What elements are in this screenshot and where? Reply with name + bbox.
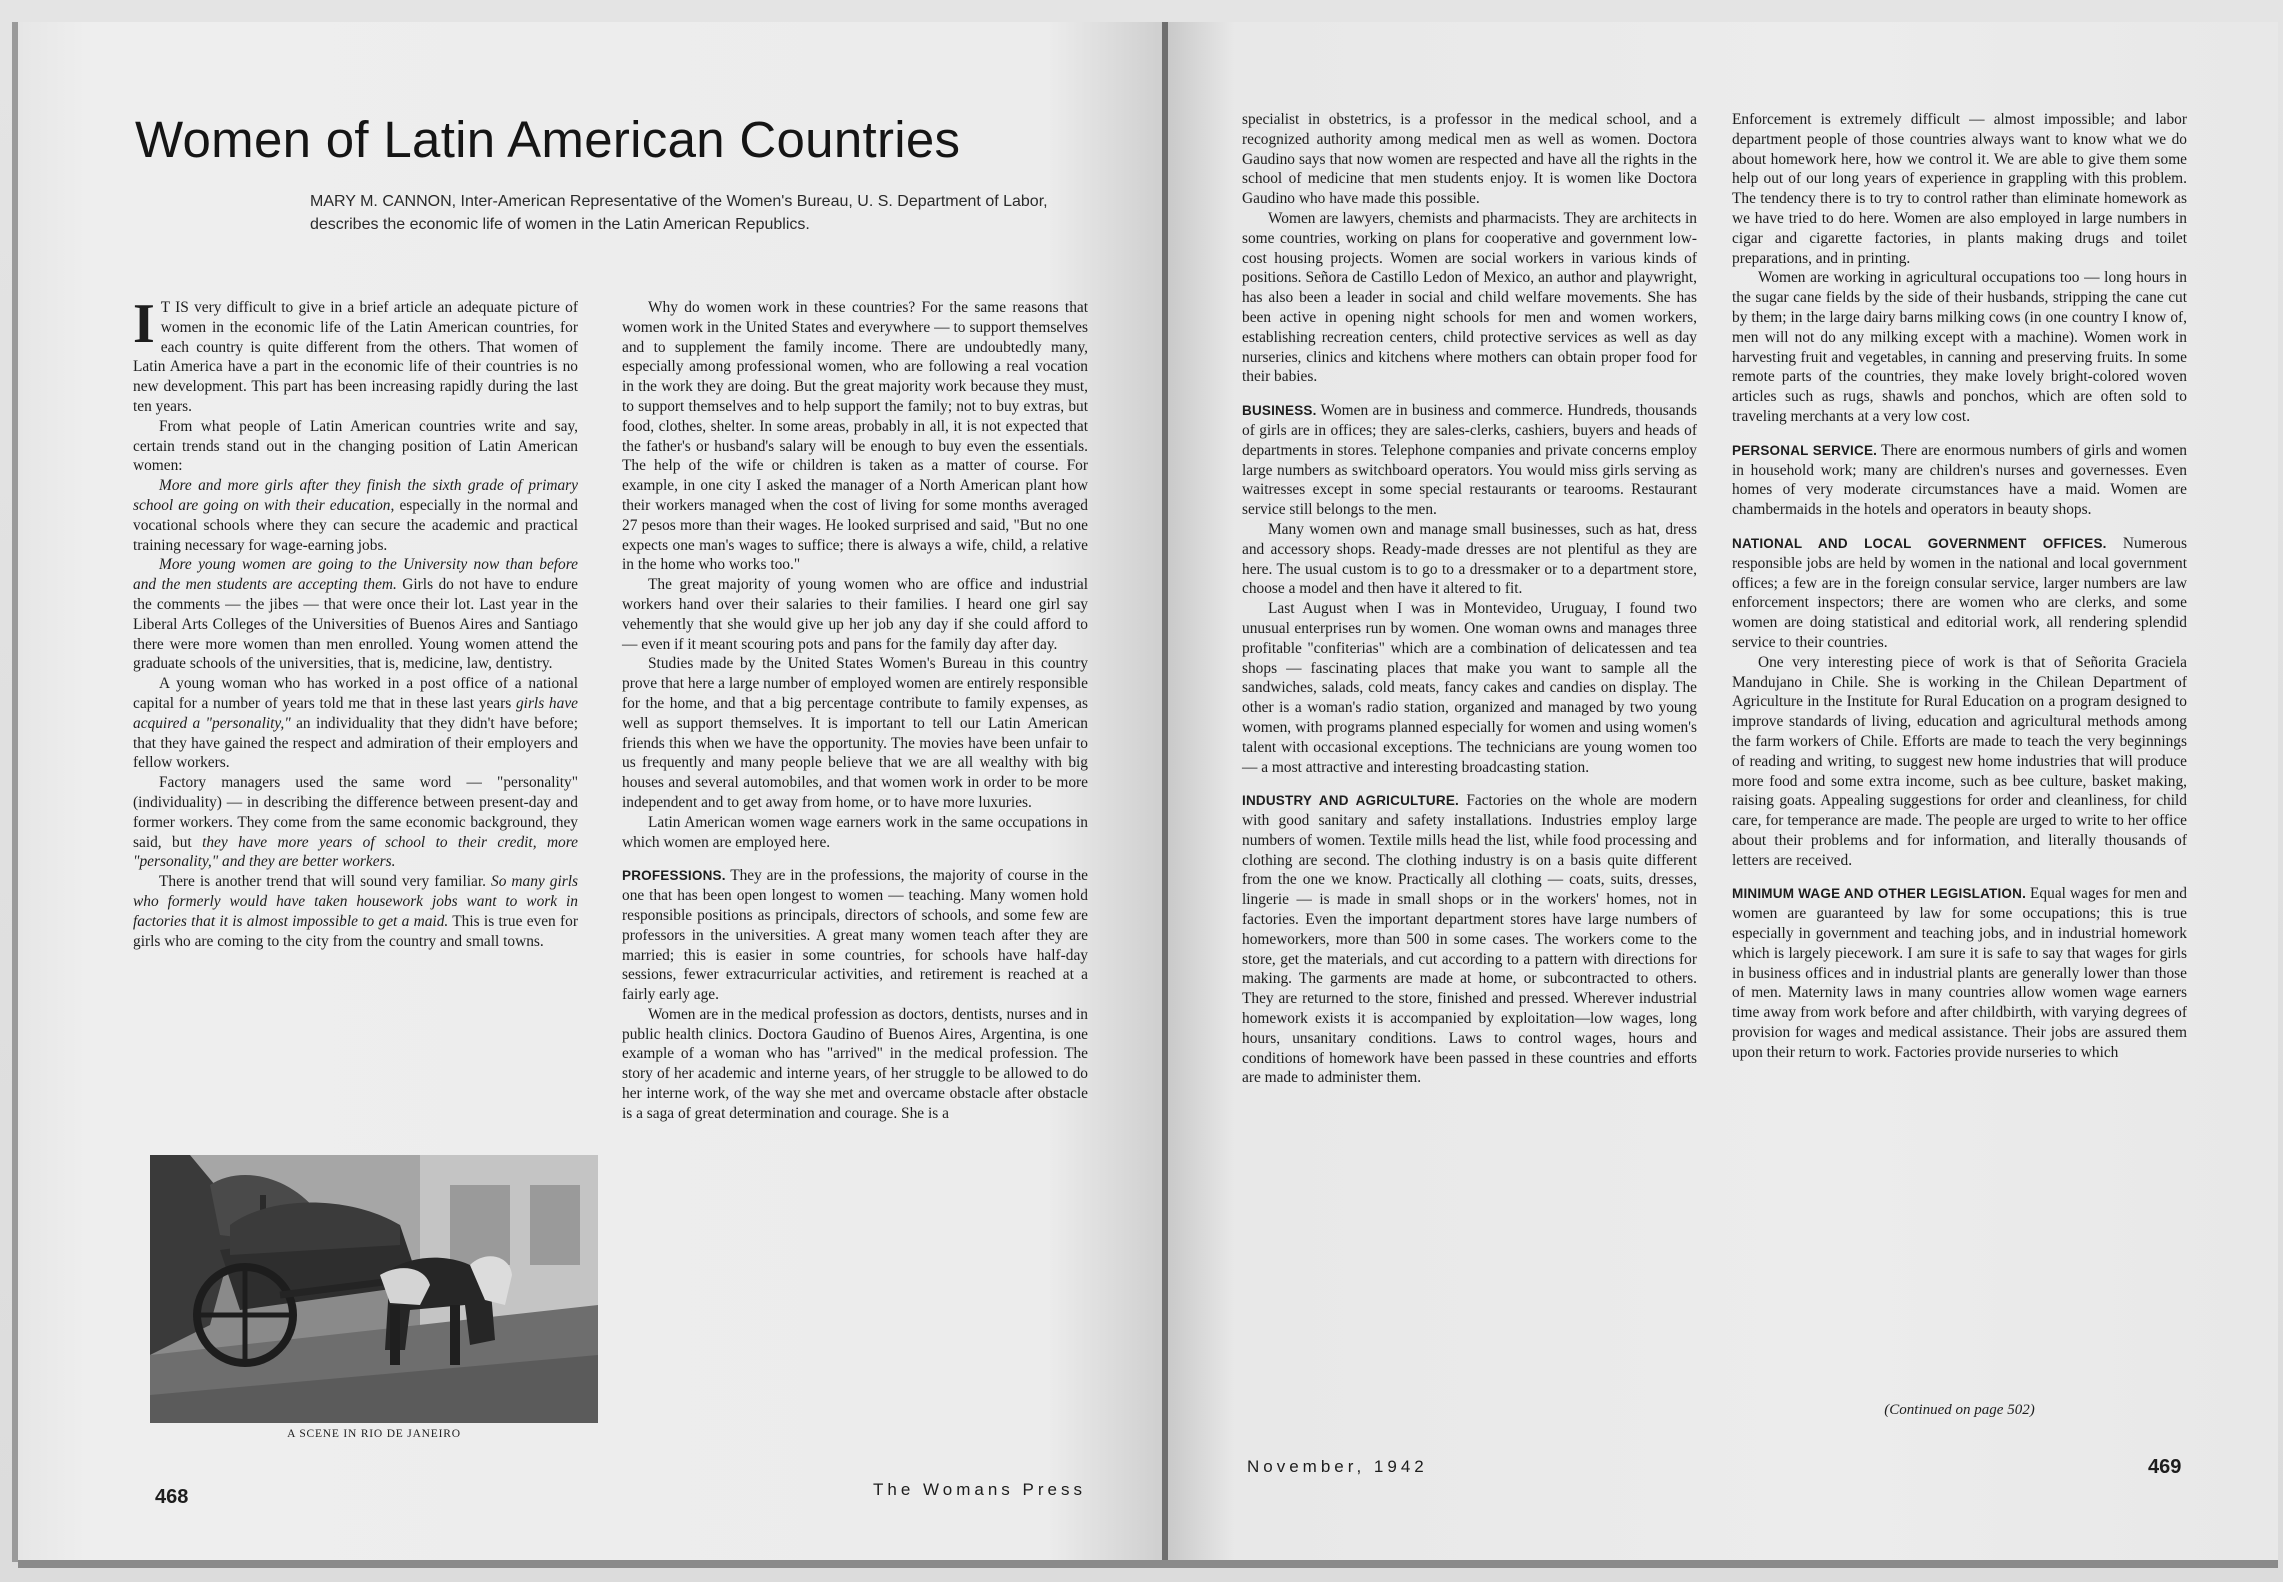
paragraph: Latin American women wage earners work in the same occupations in which women are employed here. [622, 813, 1088, 851]
paragraph-text: especially in the normal and vocational schools where they can secure the academic and practical training necessary for wage-earning jobs. [133, 496, 578, 554]
section-heading: PROFESSIONS. [622, 868, 726, 884]
paragraph [1732, 884, 2187, 1062]
emphasis-text: they have more years of school to their credit, more "personality," and they are better workers. [133, 833, 578, 871]
article-title: Women of Latin American Countries [135, 111, 961, 168]
paragraph: Women are working in agricultural occupations too — long hours in the sugar cane fields by the side of their husbands, stripping the cane cut by them; in the large dairy barns milking cows (in one country I know of, men will not do any milking except with a machine). Women work in harvesting fruit and vegetables, in canning and preserving fruits. In some remote parts of the countries, they make lovely bright-colored woven articles such as rugs, shawls and ponchos, which are often sold to traveling merchants at a very low cost. [1732, 269, 2187, 425]
paragraph [133, 773, 578, 872]
emphasis-text: More and more girls after they finish the sixth grade of primary school are going on with their education, [133, 477, 578, 514]
paragraph: Women are in the medical profession as doctors, dentists, nurses and in public health clinics. Doctora Gaudino of Buenos Aires, Argentina, is one example of a woman who has "arrived" in the medical profession. The story of her academic and interne years, of her struggle to be allowed to do her interne work, of the way she met and overcame obstacle after obstacle is a saga of great determination and courage. She is a [622, 1005, 1088, 1122]
page-number-right: 469 [2148, 1456, 2182, 1478]
paragraph-text: A young woman who has worked in a post office of a national capital for a number of years told me that in these last years [133, 675, 578, 712]
continued-note: (Continued on page 502) [1884, 1402, 2035, 1418]
paragraph-text: Factories on the whole are modern with good sanitary and safety installations. Industries employ large numbers of women. Textile mills head the list, while food processing and clothing are second. The clothing industry is on a basis quite different from the one we know. Practically all clothing — coats, suits, dresses, lingerie — is made in small shops or in the workers' homes, not in factories. Even the important department stores have large numbers of homeworkers, more than 500 in some cases. The workers come to the store, get the materials, and cut according to a pattern with directions for making. The garments are made at home, or subcontracted to others. They are returned to the store, finished and pressed. Wherever industrial homework exists it is accompanied by exploitation—low wages, long hours, unsanitary conditions. Laws to control wages, hours and conditions of homework have been passed in these countries and efforts are made to administer them. [1242, 792, 1698, 1087]
emphasis-text: So many girls who formerly would have taken housework jobs want to work in factories that it is almost impossible to get a maid. [133, 873, 579, 930]
paragraph [1732, 534, 2187, 653]
article-byline: MARY M. CANNON, Inter-American Representative of the Women's Bureau, U. S. Department of Labor, describes the economic life of women in the Latin American Republics. [310, 193, 1048, 233]
photo-caption: A SCENE IN RIO DE JANEIRO [287, 1428, 461, 1440]
section-heading: BUSINESS. [1242, 403, 1317, 419]
column-3 [1242, 110, 1697, 1088]
paragraph [1242, 791, 1697, 1088]
paragraph-text: Girls do not have to endure the comments — the jibes — that were once their lot. Last year in the Liberal Arts Colleges of the Universities of Buenos Aires and Santiago there were more women than men enrolled. Young women attend the graduate schools of the universities, that is, medicine, law, dentistry. [133, 576, 578, 673]
paragraph: Many women own and manage small businesses, such as hat, dress and accessory shops. Ready-made dresses are not plentiful as they are here. The usual custom is to go to a dressmaker or to a department store, choose a model and then have it altered to fit. [1242, 520, 1697, 598]
paragraph [1242, 401, 1697, 520]
paragraph-text: This is true even for girls who are coming to the city from the country and small towns. [133, 912, 578, 950]
paragraph: Studies made by the United States Women's Bureau in this country prove that here a large number of employed women are entirely responsible for the home, and that a big percentage contribute to family expenses, as well as support themselves. It is important to tell our Latin American friends this when we have the opportunity. The movies have been unfair to us frequently and many people believe that we are all wealthy with big houses and several automobiles, and that women work in order to be more independent and to get away from home, or to have more luxuries. [622, 655, 1088, 811]
paragraph: Why do women work in these countries? For the same reasons that women work in the United States and everywhere — to support themselves and to supplement the family income. There are undoubtedly many, especially among professional women, who are following a real vocation in the work they are doing. But the great majority work because they must, to support themselves and to help support the family; not to buy extras, but food, clothes, shelter. In some areas, probably in all, it is not expected that the father's or husband's salary will be enough to buy even the essentials. The help of the wife or children is taken as a matter of course. For example, in one city I asked the manager of a North American plant how their workers managed when the cost of living for some months averaged 27 pesos more than their wages. He looked surprised and said, "But no one expects one man's wages to suffice; there is always a wife, child, a relative in the home who works too." [622, 299, 1088, 574]
running-footer-right: November, 1942 [1247, 1457, 1428, 1476]
photo-ox-cart [150, 1155, 598, 1423]
paragraph [133, 293, 578, 417]
paragraph-text: an individuality that they didn't have before; that they have gained the respect and admiration of their employers and fellow workers. [133, 714, 578, 772]
paragraph-text: There are enormous numbers of girls and women in household work; many are children's nurses and governesses. Even homes of very moderate circumstances have a maid. Women are chambermaids in the hotels and operators in beauty shops. [1732, 441, 2187, 519]
paragraph-text: Equal wages for men and women are guaranteed by law for some occupations; this is true especially in government and teaching jobs, and in industrial homework which is largely piecework. I am sure it is safe to say that wages for girls in business offices and in industrial plants are generally lower than those of men. Maternity laws in many countries allow women wage earners time away from work before and after childbirth, with varying degrees of provision for wages and medical assistance. Their jobs are assured them upon their return to work. Factories provide nurseries to which [1732, 885, 2187, 1061]
paragraph-text: They are in the professions, the majority of course in the one that has been open longest to women — teaching. Many women hold responsible positions as principals, directors of schools, and some few are professors in the universities. A great many women teach after they are married; this is easier in some countries, for schools have half-day sessions, fewer extracurricular activities, and retirement is reached at a fairly early age. [622, 867, 1088, 1004]
paragraph: The great majority of young women who are office and industrial workers hand over their salaries to their families. I heard one girl say vehemently that she would give up her job any day if she could afford to — even if it meant scouring pots and pans for the family day after day. [622, 576, 1088, 653]
paragraph-text: Numerous responsible jobs are held by women in the national and local government offices; a few are in the foreign consular service, larger numbers are law enforcement inspectors; there are women who are clerks, and some women are doing statistical and editorial work, all rendering splendid service to their countries. [1732, 534, 2187, 651]
section-heading: INDUSTRY AND AGRICULTURE. [1242, 793, 1459, 809]
paragraph-text: Factory managers used the same word — "personality" (individuality) — in describing the difference between present-day and former workers. They come from the same economic background, they said, but [133, 774, 578, 851]
paragraph [622, 866, 1088, 1005]
ox-cart-illustration [150, 1155, 598, 1423]
paragraph [133, 476, 578, 555]
paragraph-text: T IS very difficult to give in a brief article an adequate picture of women in the economic life of the Latin American countries, for each country is quite different from the others. That women of Latin America have a part in the economic life of their countries is no new development. This part has been increasing rapidly during the last ten years. [133, 299, 578, 415]
paragraph: From what people of Latin American countries write and say, certain trends stand out in the changing position of Latin American women: [133, 417, 578, 475]
paragraph-text: Women are in business and commerce. Hundreds, thousands of girls are in offices; they are sales-clerks, cashiers, buyers and heads of departments in stores. Telephone companies and private concerns employ large numbers as switchboard operators. You would miss girls serving as waitresses except in some special restaurants or tearooms. Restaurant service still belongs to the men. [1242, 402, 1697, 519]
paragraph [133, 872, 578, 951]
paragraph [133, 555, 578, 674]
emphasis-text: girls have acquired a "personality," [133, 694, 578, 732]
emphasis-text: More young women are going to the University now than before and the men students are accepting them. [133, 556, 578, 594]
paragraph: Women are lawyers, chemists and pharmacists. They are architects in some countries, working on plans for cooperative and government low-cost housing projects. Women are social workers in various kinds of positions. Señora de Castillo Ledon of Mexico, an author and playwright, has also been a leader in social and child welfare movements. She has been active in opening night schools for men and women workers, establishing recreation centers, child protective services as well as day nurseries, clinics and kitchens where mothers can obtain proper food for their babies. [1242, 209, 1697, 386]
running-footer-left: The Womans Press [873, 1480, 1086, 1499]
section-heading: NATIONAL AND LOCAL GOVERNMENT OFFICES. [1732, 535, 2107, 551]
column-4 [1732, 110, 2187, 1063]
column-2 [622, 298, 1088, 1124]
paragraph [133, 674, 578, 773]
page-edge-bottom [18, 1560, 2278, 1568]
paragraph: Enforcement is extremely difficult — almost impossible; and labor department people of those countries always want to know what we do about homework here, how we control it. We are able to give them some help out of our long years of experience in grappling with this problem. The tendency there is to try to control rather than eliminate homework as we have tried to do here. Women are also employed in large numbers in cigar and cigarette factories, in plants making drugs and toilet preparations, and in printing. [1732, 111, 2187, 267]
section-heading: MINIMUM WAGE AND OTHER LEGISLATION. [1732, 886, 2027, 902]
page-number-left: 468 [155, 1486, 189, 1508]
section-heading: PERSONAL SERVICE. [1732, 442, 1878, 458]
column-1 [133, 293, 579, 951]
paragraph-text: There is another trend that will sound very familiar. [159, 873, 491, 891]
paragraph: specialist in obstetrics, is a professor in the medical school, and a recognized authority among medical men as well as women. Doctora Gaudino says that now women are respected and have all the rights in the school of medicine that men students enjoy. It is women like Doctora Gaudino who have made this possible. [1242, 111, 1697, 208]
paragraph: One very interesting piece of work is that of Señorita Graciela Mandujano in Chile. She is working in the Chilean Department of Agriculture in the Institute for Rural Education on a program designed to improve standards of living, education and agricultural methods among the farm workers of Chile. Efforts are made to teach the very beginnings of reading and writing, to suggest new home industries that will produce more food and some extra income, such as bee culture, basket making, raising goats. Appealing suggestions for order and cleanliness, for child care, for temperance are made. The people are urged to write to her office about their problems and for information, and literally thousands of letters are received. [1732, 653, 2187, 869]
paragraph [1732, 441, 2187, 520]
paragraph: Last August when I was in Montevideo, Uruguay, I found two unusual enterprises run by women. One woman owns and manages three profitable "confiterias" which are a combination of delicatessen and tea shops — fascinating places that make you want to sample all the sandwiches, salads, cold meats, fancy cakes and candies on display. The other is a woman's radio station, organized and managed by two young women, with programs planned especially for women and using women's talent with occasional exceptions. The technicians are young women too — a most attractive and interesting broadcasting station. [1242, 600, 1697, 776]
drop-cap: I [133, 293, 155, 355]
